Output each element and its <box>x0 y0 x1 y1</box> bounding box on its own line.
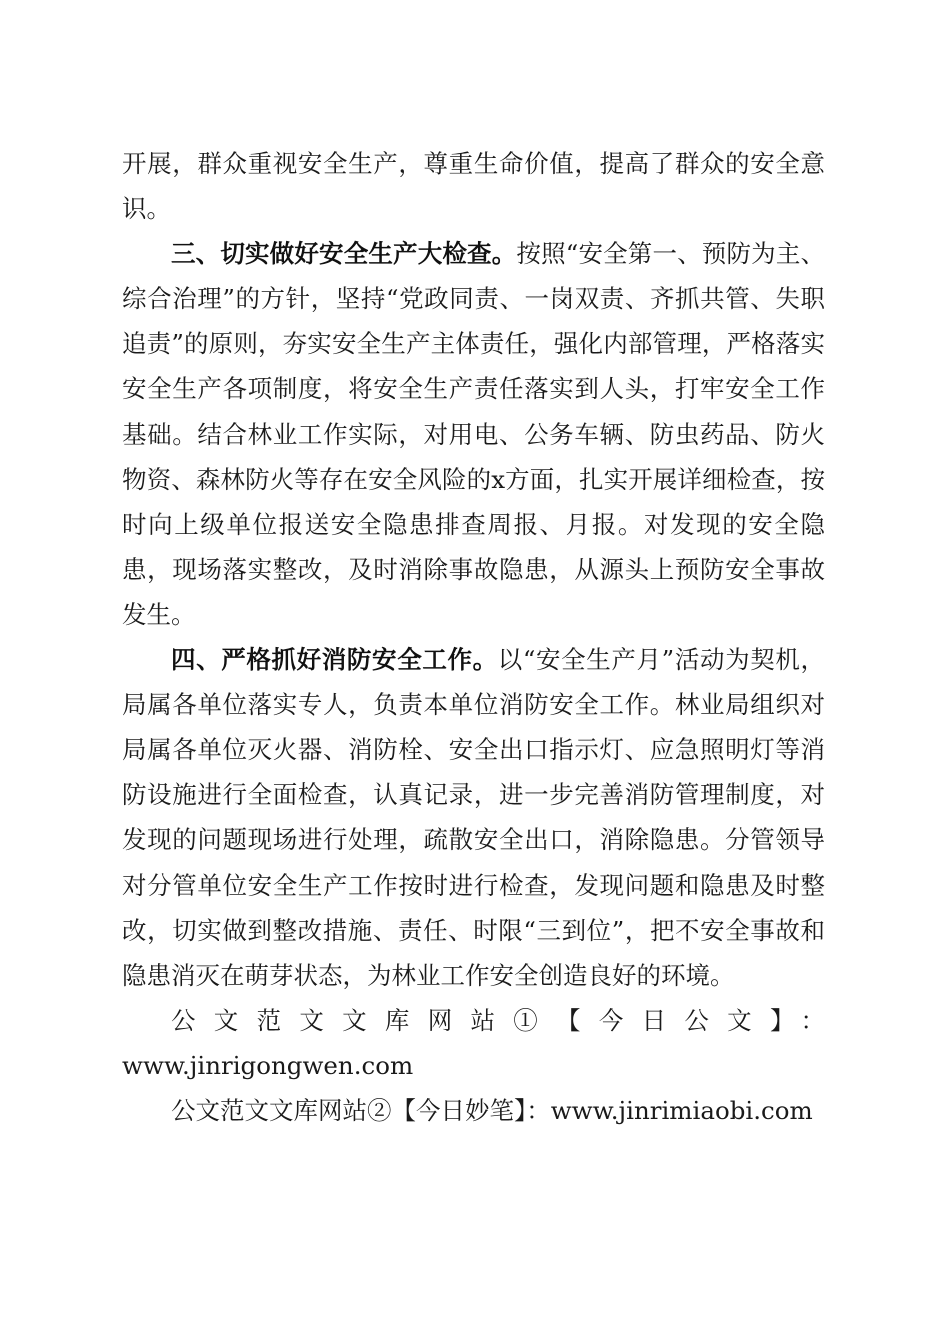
footer-site1-url: www.jinrigongwen.com <box>122 1050 414 1080</box>
section-four-text: 以“安全生产月”活动为契机，局属各单位落实专人，负责本单位消防安全工作。林业局组织对局属各单位灭火器、消防栓、安全出口指示灯、应急照明灯等消防设施进行全面检查，认真记录，进一步完善消防管理制度，对发现的问题现场进行处理，疏散安全出口，消除隐患。分管领导对分管单位安全生产工作按时进行检查，发现问题和隐患及时整改，切实做到整改措施、责任、时限“三到位”，把不安全事故和隐患消灭在萌芽状态，为林业工作安全创造良好的环境。 <box>122 645 825 990</box>
footer-site1-label <box>122 998 825 1043</box>
footer-site1-url-line <box>122 1043 825 1088</box>
footer-site1-label-text: 公文范文文库网站①【今日公文】： <box>171 1005 825 1035</box>
section-three-text: 按照“安全第一、预防为主、综合治理”的方针，坚持“党政同责、一岗双责、齐抓共管、失职追责”的原则，夯实安全生产主体责任，强化内部管理，严格落实安全生产各项制度，将安全生产责任落实到人头，打牢安全工作基础。结合林业工作实际，对用电、公务车辆、防虫药品、防火物资、森林防火等存在安全风险的x方面，扎实开展详细检查，按时向上级单位报送安全隐患排查周报、月报。对发现的安全隐患，现场落实整改，及时消除事故隐患，从源头上预防安全事故发生。 <box>122 239 825 629</box>
section-four-paragraph <box>122 637 825 998</box>
document-body <box>122 141 825 1133</box>
footer-site2-line <box>122 1088 825 1133</box>
section-three-heading: 三、切实做好安全生产大检查。 <box>171 239 517 269</box>
continuation-paragraph <box>122 141 825 231</box>
section-four-heading: 四、严格抓好消防安全工作。 <box>171 645 498 675</box>
section-three-paragraph <box>122 231 825 637</box>
paragraph-text: 开展，群众重视安全生产，尊重生命价值，提高了群众的安全意识。 <box>122 149 825 224</box>
footer-site2-text: 公文范文文库网站②【今日妙笔】：www.jinrimiaobi.com <box>171 1095 813 1125</box>
